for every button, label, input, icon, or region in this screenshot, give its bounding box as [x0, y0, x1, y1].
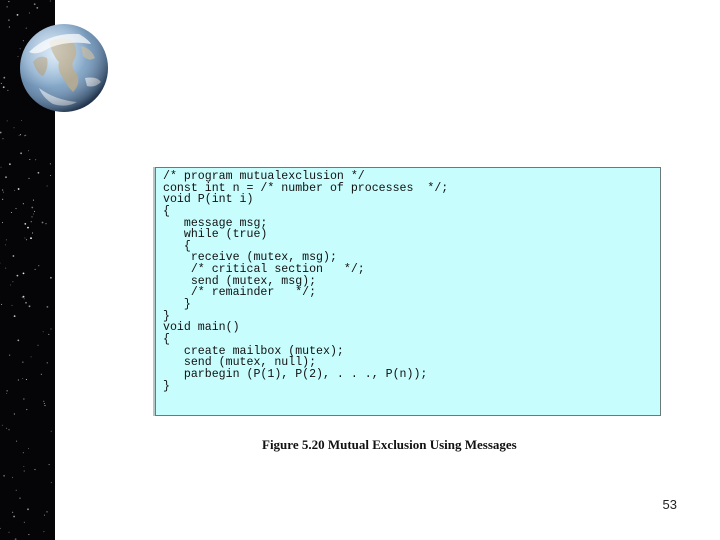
code-line: void P(int i): [163, 193, 254, 207]
code-listing: [163, 171, 448, 392]
star-dot: [16, 441, 17, 442]
code-line: const int n = /* number of processes */;: [163, 181, 449, 195]
star-dot: [36, 7, 38, 9]
star-dot: [14, 190, 15, 191]
star-dot: [17, 340, 19, 342]
star-dot: [14, 414, 15, 415]
star-dot: [9, 355, 10, 356]
star-dot: [29, 305, 31, 307]
star-dot: [51, 482, 52, 483]
star-dot: [33, 214, 34, 215]
star-dot: [28, 534, 29, 535]
star-dot: [12, 477, 13, 478]
star-dot: [24, 223, 26, 225]
star-dot: [0, 528, 1, 529]
star-dot: [29, 178, 30, 179]
star-dot: [13, 516, 15, 518]
star-dot: [9, 532, 10, 533]
figure-caption: Figure 5.20 Mutual Exclusion Using Messages: [262, 437, 517, 452]
star-dot: [9, 27, 10, 28]
star-dot: [47, 186, 48, 187]
page-number: 53: [662, 497, 677, 512]
star-dot: [47, 511, 48, 512]
star-dot: [25, 302, 27, 304]
star-dot: [0, 132, 2, 134]
star-dot: [30, 237, 32, 239]
star-dot: [0, 263, 1, 264]
star-dot: [12, 512, 13, 513]
code-line: parbegin (P(1), P(2), . . ., P(n));: [163, 367, 428, 381]
star-dot: [38, 265, 39, 266]
star-dot: [21, 120, 22, 121]
star-dot: [28, 150, 29, 151]
star-dot: [17, 14, 19, 16]
code-line: {: [163, 204, 170, 218]
code-figure: [155, 167, 661, 416]
star-dot: [24, 238, 25, 239]
star-dot: [3, 192, 4, 193]
code-line: while (true): [163, 228, 268, 242]
star-dot: [46, 223, 47, 224]
star-dot: [23, 296, 25, 298]
star-dot: [3, 138, 4, 139]
star-dot: [13, 255, 15, 257]
star-dot: [22, 297, 23, 298]
star-dot: [1, 304, 2, 305]
star-dot: [26, 409, 27, 410]
star-dot: [24, 298, 25, 299]
star-dot: [35, 469, 36, 470]
code-line: send (mutex, null);: [163, 356, 317, 370]
star-dot: [43, 531, 44, 532]
star-dot: [25, 135, 26, 136]
star-dot: [14, 127, 15, 128]
star-dot: [6, 239, 7, 240]
star-dot: [29, 159, 30, 160]
star-dot: [49, 464, 50, 465]
code-line: message msg;: [163, 216, 268, 230]
code-line: /* remainder */;: [163, 286, 317, 300]
star-dot: [9, 429, 10, 430]
star-dot: [38, 172, 40, 174]
star-dot: [10, 285, 11, 286]
star-dot: [20, 498, 21, 499]
code-line: send (mutex, msg);: [163, 274, 317, 288]
star-dot: [35, 269, 36, 270]
star-dot: [7, 90, 8, 91]
code-line: }: [163, 309, 170, 323]
star-dot: [20, 152, 22, 154]
star-dot: [28, 448, 29, 449]
star-dot: [26, 379, 27, 380]
star-dot: [19, 135, 20, 136]
star-dot: [47, 306, 49, 308]
star-dot: [38, 345, 39, 346]
star-dot: [24, 522, 25, 523]
star-dot: [23, 399, 24, 400]
code-line: {: [163, 239, 191, 253]
star-dot: [51, 329, 52, 330]
code-line: }: [163, 298, 191, 312]
code-line: {: [163, 332, 170, 346]
star-dot: [1, 167, 2, 168]
star-dot: [50, 1, 51, 2]
star-dot: [29, 13, 30, 14]
star-dot: [6, 428, 7, 429]
code-line: /* critical section */;: [163, 263, 365, 277]
star-dot: [23, 273, 25, 275]
star-dot: [27, 508, 29, 510]
star-dot: [14, 315, 16, 317]
star-dot: [32, 233, 33, 234]
star-dot: [50, 277, 52, 279]
star-dot: [42, 222, 44, 224]
star-dot: [9, 163, 11, 165]
star-dot: [17, 275, 19, 277]
star-dot: [2, 425, 3, 426]
star-dot: [7, 120, 8, 121]
star-dot: [2, 222, 3, 223]
star-dot: [41, 374, 42, 375]
star-dot: [34, 211, 35, 212]
star-dot: [7, 6, 8, 7]
code-line: receive (mutex, msg);: [163, 251, 337, 265]
star-dot: [22, 362, 23, 363]
star-dot: [2, 199, 3, 200]
star-dot: [50, 163, 51, 164]
star-dot: [31, 356, 32, 357]
star-dot: [26, 239, 27, 240]
star-dot: [16, 208, 17, 209]
code-line: void main(): [163, 321, 240, 335]
star-dot: [1, 83, 2, 84]
star-dot: [24, 471, 25, 472]
star-dot: [8, 1, 9, 2]
star-dot: [11, 212, 12, 213]
star-dot: [12, 281, 13, 282]
star-dot: [3, 77, 5, 79]
star-dot: [8, 19, 10, 21]
star-dot: [43, 401, 44, 402]
star-dot: [23, 203, 24, 204]
star-dot: [23, 452, 24, 453]
star-dot: [31, 207, 33, 209]
star-dot: [6, 393, 7, 394]
code-line: create mailbox (mutex);: [163, 344, 344, 358]
star-dot: [45, 405, 46, 406]
star-dot: [22, 378, 23, 379]
star-dot: [3, 86, 5, 88]
star-dot: [2, 190, 3, 191]
star-dot: [27, 227, 29, 229]
star-dot: [44, 403, 45, 404]
star-dot: [5, 244, 6, 245]
star-dot: [31, 221, 32, 222]
star-dot: [18, 380, 19, 381]
star-dot: [20, 134, 21, 135]
star-dot: [33, 200, 34, 201]
star-dot: [12, 305, 13, 306]
star-dot: [50, 175, 51, 176]
star-dot: [35, 159, 36, 160]
star-dot: [47, 362, 48, 363]
star-dot: [32, 216, 33, 217]
star-dot: [18, 188, 20, 190]
star-dot: [43, 331, 44, 332]
star-dot: [7, 390, 8, 391]
star-dot: [5, 176, 7, 178]
earth-globe-icon: [19, 22, 109, 114]
code-line: /* program mutualexclusion */: [163, 170, 365, 183]
star-dot: [51, 431, 52, 432]
star-dot: [44, 515, 45, 516]
star-dot: [24, 135, 25, 136]
code-line: }: [163, 379, 170, 393]
star-dot: [34, 3, 36, 5]
star-dot: [48, 334, 49, 335]
star-dot: [5, 268, 6, 269]
star-dot: [16, 490, 17, 491]
star-dot: [23, 466, 24, 467]
star-dot: [3, 475, 5, 477]
